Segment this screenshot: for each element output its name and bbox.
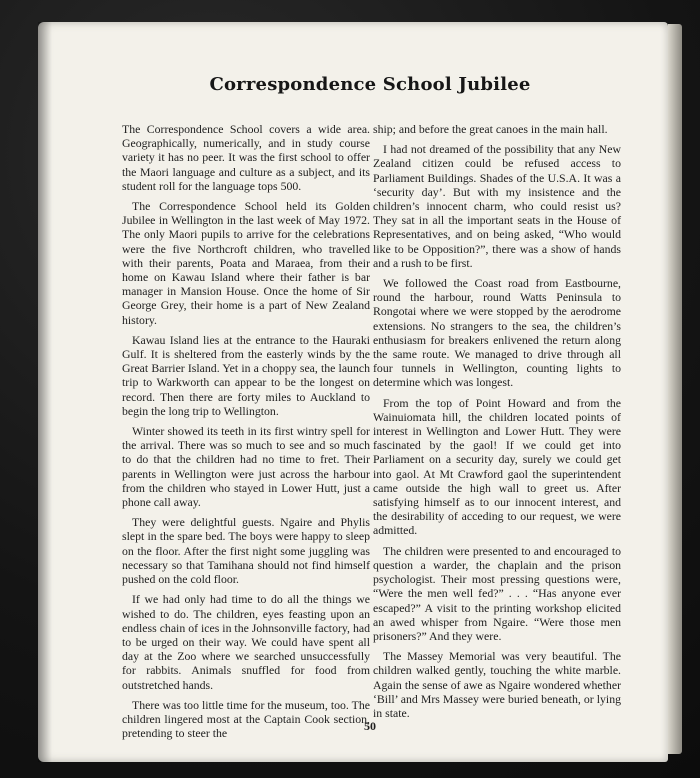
paragraph: If we had only had time to do all the things we wished to do. The children, eyes feasting upon an endless chain of ices in the Johnsonville factory, had to be urged on their way. We could have spent all day at the Zoo where we searched unsuccessfully for rabbits. Animals snuffled for food from outstretched hands.: [122, 592, 370, 692]
paragraph: The Correspondence School covers a wide area. Geographically, numerically, and in study course variety it has no peer. It was the first school to offer the Maori language and culture as a subject, and its student roll for the language tops 500.: [122, 122, 370, 193]
paragraph: The Massey Memorial was very beautiful. The children walked gently, touching the white marble. Again the sense of awe as Ngaire wondered whether ‘Bill’ and Mrs Massey were buried beneath, or lying in state.: [373, 649, 621, 720]
right-column: [373, 122, 621, 726]
paragraph: They were delightful guests. Ngaire and Phylis slept in the spare bed. The boys were happy to sleep on the floor. After the first night some juggling was necessary so that Tamihana should not find himself pushed on the cold floor.: [122, 515, 370, 587]
next-page-edge: [668, 24, 682, 754]
page-number: 50: [364, 719, 376, 733]
paragraph: Kawau Island lies at the entrance to the Hauraki Gulf. It is sheltered from the easterly winds by the Great Barrier Island. Yet in a choppy sea, the launch trip to Warkworth can appear to be the longest on record. Then there are forty miles to Auckland to begin the long trip to Wellington.: [122, 332, 370, 418]
paragraph: From the top of Point Howard and from the Wainuiomata hill, the children located points of interest in Wellington and Lower Hutt. They were fascinated by the gaol! If we could get into Parliament on a security day, surely we could get into gaol. At Mt Crawford gaol the superintendent came outside the high wall to greet us. After satisfying himself as to our innocent interest, and the desirability of acceding to our request, we were admitted.: [373, 395, 621, 538]
paragraph: Winter showed its teeth in its first wintry spell for the arrival. There was so much to see and so much to do that the children had no time to fret. Their parents in Wellington were just across the harbour from the children who stayed in Lower Hutt, just a phone call away.: [122, 424, 370, 510]
paragraph: There was too little time for the museum, too. The children lingered most at the Captain Cook section, pretending to steer the: [122, 697, 370, 741]
paragraph: We followed the Coast road from Eastbourne, round the harbour, round Watts Peninsula to Rongotai where we were stopped by the aerodrome extensions. No strangers to the sea, the children’s enthusiasm for breakers enlivened the return along the same route. We managed to drive through all four tunnels in Wellington, counting lights to determine which was longest.: [373, 276, 621, 390]
paragraph: ship; and before the great canoes in the main hall.: [373, 122, 608, 136]
paragraph: I had not dreamed of the possibility that any New Zealand citizen could be refused access to Parliament Buildings. Shades of the U.S.A. It was a ‘security day’. But with my insistence and the children’s innocent charm, who could resist us? They sat in all the important seats in the House of Representatives, and on being asked, “Who would like to be Opposition?”, there was a show of hands and a rush to be first.: [373, 142, 621, 270]
paragraph: The Correspondence School held its Golden Jubilee in Wellington in the last week of May 1972. The only Maori pupils to arrive for the celebrations were the five Northcroft children, who travelled with their parents, Poata and Maraea, from their home on Kawau Island where their father is bar manager in Mansion House. Once the home of Sir George Grey, their home is a part of New Zealand history.: [122, 199, 370, 327]
page-gutter-shadow: [38, 22, 52, 762]
page-title: Correspondence School Jubilee: [209, 74, 531, 95]
paragraph: The children were presented to and encouraged to question a warder, the chaplain and the prison psychologist. Their most pressing questions were, “Were the men well fed?” . . . “Has anyone ever escaped?” A visit to the printing workshop elicited an awed whisper from Ngaire. “Were those men prisoners?” And they were.: [373, 543, 621, 643]
left-column: [122, 122, 370, 746]
